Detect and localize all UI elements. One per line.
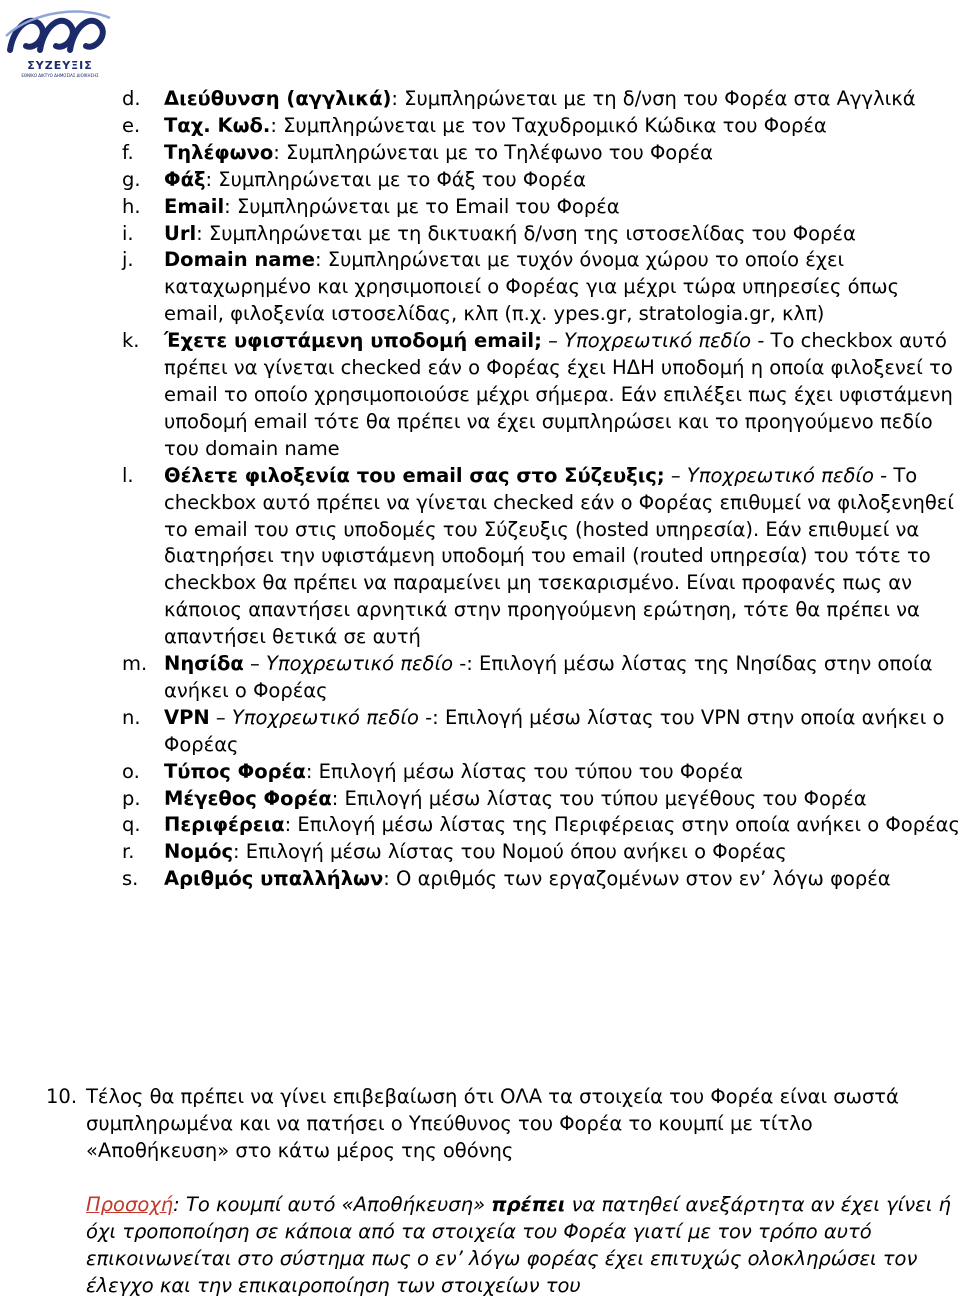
step-10-text: Τέλος θα πρέπει να γίνει επιβεβαίωση ότι ΟΛΑ τα στοιχεία του Φορέα είναι σωστά συμπληρωμένα και να πατήσει ο Υπεύθυνος του Φορέα το κουμπί με τίτλο «Αποθήκευση» στο κάτω μέρος της οθόνης [86,1085,899,1162]
list-item-marker: d. [122,87,141,110]
list-item-content [164,328,960,463]
field-description: : Επιλογή μέσω λίστας της Περιφέρειας στην οποία ανήκει ο Φορέας [284,813,960,837]
field-description: : Συμπληρώνεται με το Email του Φορέα [224,194,620,218]
field-description: - Το checkbox αυτό πρέπει να γίνεται checked εάν ο Φορέας επιθυμεί να φιλοξενηθεί το email του στις υποδομές του Σύζευξις (hosted υπηρεσία). Εάν επιθυμεί να διατηρήσει την υφιστάμενη υποδομή του email (routed υπηρεσία) του τότε το checkbox θα πρέπει να παραμείνει μη τσεκαρισμένο. Είναι προφανές πως αν κάποιος απαντήσει αρνητικά στην προηγούμενη ερώτηση, τότε θα πρέπει να απαντήσει θετικά σε αυτή [164,463,954,649]
list-item-marker: i. [122,221,134,245]
step-10-number: 10. [46,1085,78,1108]
list-item-marker: j. [122,248,134,272]
list-item-marker: g. [122,167,141,191]
field-name: Αριθμός υπαλλήλων [164,867,384,891]
list-item [122,866,960,893]
field-required: Υποχρεωτικό πεδίο [686,463,874,487]
list-item-content [164,463,960,651]
field-description: -: Επιλογή μέσω λίστας της Νησίδας στην οποία ανήκει ο Φορέας [164,652,933,702]
field-description: : Συμπληρώνεται με τη δικτυακή δ/νση της ιστοσελίδας του Φορέα [196,221,856,245]
list-item-content [164,221,960,248]
field-description-list [122,86,960,893]
warning-text-1: : Το κουμπί αυτό «Αποθήκευση» [173,1193,492,1216]
list-item-marker: s. [122,867,139,891]
list-item-content [164,167,960,194]
field-name: Φάξ [164,167,206,191]
list-item [122,86,960,113]
list-item-content [164,705,960,759]
list-item [122,328,960,463]
list-item [122,140,960,167]
list-item-marker: k. [122,329,140,353]
field-name: Περιφέρεια [164,813,285,837]
field-name: Μέγεθος Φορέα [164,786,332,810]
field-name: Domain name [164,248,316,272]
field-separator: – [209,705,232,729]
field-name: Θέλετε φιλοξενία του email σας στο Σύζευξις; [164,463,665,487]
field-name: Νομός [164,840,234,864]
list-item-marker: h. [122,194,141,218]
field-description: : Συμπληρώνεται με το Τηλέφωνο του Φορέα [273,140,713,164]
list-item-content [164,194,960,221]
field-description: - Το checkbox αυτό πρέπει να γίνεται checked εάν ο Φορέας έχει ΗΔΗ υποδομή η οποία φιλοξενεί το email το οποίο χρησιμοποιούσε μέχρι σήμερα. Εάν επιλέξει πως έχει υφιστάμενη υποδομή email τότε θα πρέπει να έχει συμπληρώσει και το προηγούμενο πεδίο του domain name [164,329,953,460]
field-name: VPN [164,705,210,729]
field-name: Ταχ. Κωδ. [164,113,271,137]
list-item [122,463,960,651]
list-item [122,113,960,140]
step-10 [46,1084,946,1165]
list-item-content [164,839,960,866]
list-item [122,786,960,813]
list-item [122,812,960,839]
logo-swirl-icon [4,6,112,62]
list-item [122,221,960,248]
field-description: : Συμπληρώνεται με τη δ/νση του Φορέα στα Αγγλικά [391,87,916,110]
field-name: Τηλέφωνο [164,140,274,164]
list-item-content [164,786,960,813]
field-description: : Συμπληρώνεται με τον Ταχυδρομικό Κώδικα του Φορέα [270,113,827,137]
list-item [122,839,960,866]
list-item-content [164,140,960,167]
list-item [122,247,960,328]
field-description: : Επιλογή μέσω λίστας του Νομού όπου ανήκει ο Φορέας [233,840,787,864]
warning-label: Προσοχή [86,1193,174,1216]
warning-emphasis: πρέπει [491,1193,566,1216]
list-item-content [164,866,960,893]
field-description: : Επιλογή μέσω λίστας του τύπου μεγέθους του Φορέα [331,786,867,810]
list-item-marker: r. [122,840,135,864]
field-name: Νησίδα [164,652,244,676]
field-name: Url [164,221,197,245]
list-item-marker: f. [122,140,134,164]
list-item [122,651,960,705]
field-description: : Επιλογή μέσω λίστας του τύπου του Φορέα [305,759,743,783]
field-separator: – [664,463,687,487]
field-name: Email [164,194,225,218]
field-name: Τύπος Φορέα [164,759,306,783]
field-description: : Συμπληρώνεται με τυχόν όνομα χώρου το οποίο έχει καταχωρημένο και χρησιμοποιεί ο Φορέας για μέχρι τώρα υπηρεσίες όπως email, φιλοξενία ιστοσελίδας, κλπ (π.χ. ypes.gr, stratologia.gr, κλπ) [164,248,900,326]
list-item [122,705,960,759]
list-item-marker: n. [122,705,141,729]
list-item-content [164,86,960,113]
list-item-content [164,651,960,705]
warning-note [86,1192,956,1300]
list-item [122,194,960,221]
field-required: Υποχρεωτικό πεδίο [231,705,419,729]
logo-title: ΣΥΖΕΥΞΙΣ [27,59,93,72]
list-item [122,759,960,786]
list-item-content [164,113,960,140]
field-required: Υποχρεωτικό πεδίο [265,652,454,676]
list-item-marker: l. [122,463,134,487]
list-item-content [164,812,960,839]
field-name: Διεύθυνση (αγγλικά) [164,87,392,110]
field-description: -: Επιλογή μέσω λίστας του VPN στην οποία ανήκει ο Φορέας [164,705,945,756]
list-item-content [164,759,960,786]
field-separator: – [541,329,565,353]
field-description: : Συμπληρώνεται με το Φάξ του Φορέα [205,167,586,191]
field-description: : Ο αριθμός των εργαζομένων στον εν’ λόγω φορέα [383,867,891,891]
list-item-marker: e. [122,113,141,137]
syzefxis-logo [4,6,112,82]
logo-subtitle: ΕΘΝΙΚΟ ΔΙΚΤΥΟ ΔΗΜΟΣΙΑΣ ΔΙΟΙΚΗΣΗΣ [21,73,99,78]
field-required: Υποχρεωτικό πεδίο [564,329,752,353]
warning-text-2: να πατηθεί ανεξάρτητα αν έχει γίνει ή όχι τροποποίηση σε κάποια από τα στοιχεία του Φορέα γιατί με τον τρόπο αυτό επικοινωνείται στο σύστημα πως ο εν’ λόγω φορέας έχει επιτυχώς ολοκληρώσει τον έλεγχο και την επικαιροποίηση των στοιχείων του [86,1193,951,1297]
list-item-marker: p. [122,786,141,810]
list-item-content [164,247,960,328]
list-item-marker: o. [122,759,140,783]
list-item-marker: m. [122,652,148,676]
list-item [122,167,960,194]
field-separator: – [243,652,266,676]
field-name: Έχετε υφιστάμενη υποδομή email; [164,329,542,353]
list-item-marker: q. [122,813,141,837]
